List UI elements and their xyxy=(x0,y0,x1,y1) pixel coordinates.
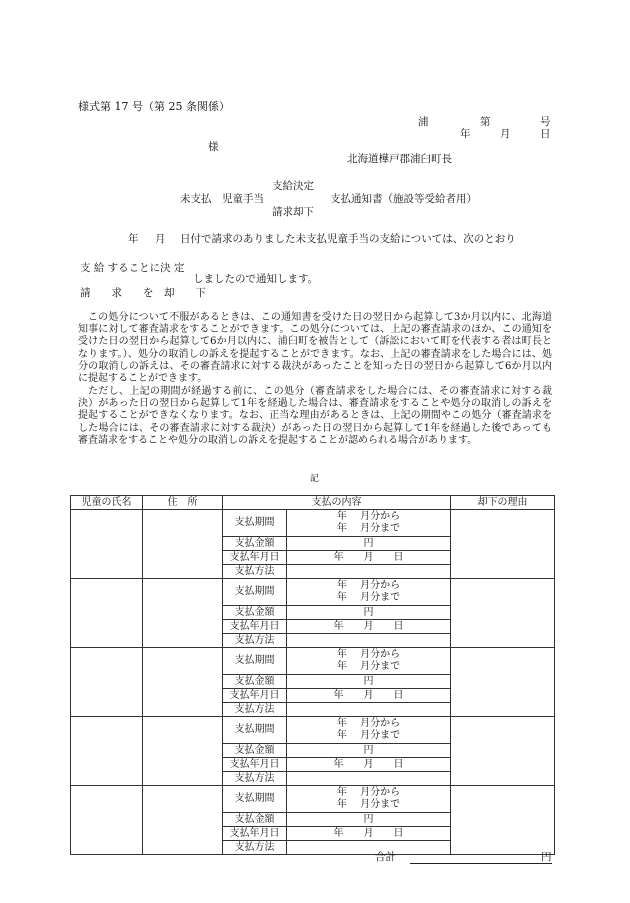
address-cell[interactable] xyxy=(143,717,223,786)
payment-table xyxy=(70,495,555,855)
value-period[interactable] xyxy=(287,510,451,537)
period-to: 年 月分まで xyxy=(336,592,401,603)
title-bottom: 請求却下 xyxy=(272,206,314,218)
reason-cell[interactable] xyxy=(451,717,555,786)
reason-cell[interactable] xyxy=(451,786,555,855)
intro-month: 月 xyxy=(155,233,166,245)
period-from: 年 月分から xyxy=(336,580,401,591)
label-period: 支払期間 xyxy=(223,510,287,537)
reason-cell[interactable] xyxy=(451,648,555,717)
reason-cell[interactable] xyxy=(451,510,555,579)
title-left: 未支払 児童手当 xyxy=(180,193,264,205)
label-method: 支払方法 xyxy=(223,841,287,855)
label-method: 支払方法 xyxy=(223,703,287,717)
header-content: 支払の内容 xyxy=(223,496,451,510)
label-method: 支払方法 xyxy=(223,634,287,648)
intro-year: 年 xyxy=(128,233,139,245)
table-row xyxy=(71,648,555,675)
period-to: 年 月分まで xyxy=(336,661,401,672)
child-name-cell[interactable] xyxy=(71,648,143,717)
value-period[interactable] xyxy=(287,717,451,744)
table-header-row xyxy=(71,496,555,510)
date-month: 月 xyxy=(500,128,511,140)
period-from: 年 月分から xyxy=(336,511,401,522)
intro-text: 日付で請求のありました未支払児童手当の支給については、次のとおり xyxy=(180,233,516,245)
label-period: 支払期間 xyxy=(223,579,287,606)
child-name-cell[interactable] xyxy=(71,786,143,855)
value-amount[interactable]: 円 xyxy=(287,606,451,620)
child-name-cell[interactable] xyxy=(71,510,143,579)
ref-go: 号 xyxy=(540,116,551,128)
label-period: 支払期間 xyxy=(223,786,287,813)
label-period: 支払期間 xyxy=(223,717,287,744)
value-method[interactable] xyxy=(287,703,451,717)
period-from: 年 月分から xyxy=(336,718,401,729)
value-period[interactable] xyxy=(287,648,451,675)
ref-ura: 浦 xyxy=(418,116,429,128)
sender: 北海道樺戸郡浦臼町長 xyxy=(347,153,452,165)
date-day: 日 xyxy=(540,128,551,140)
label-date: 支払年月日 xyxy=(223,551,287,565)
period-to: 年 月分まで xyxy=(336,730,401,741)
value-amount[interactable]: 円 xyxy=(287,813,451,827)
label-date: 支払年月日 xyxy=(223,689,287,703)
title-top: 支給決定 xyxy=(272,180,314,192)
period-from: 年 月分から xyxy=(336,787,401,798)
label-date: 支払年月日 xyxy=(223,827,287,841)
date-year: 年 xyxy=(460,128,471,140)
label-amount: 支払金額 xyxy=(223,813,287,827)
value-method[interactable] xyxy=(287,841,451,855)
value-method[interactable] xyxy=(287,634,451,648)
label-amount: 支払金額 xyxy=(223,744,287,758)
header-reason: 却下の理由 xyxy=(451,496,555,510)
notice-paragraph-2: ただし、上記の期間が経過する前に、この処分（審査請求をした場合には、その審査請求に対する裁決）があった日の翌日から起算して1年を経過した場合は、審査請求をすることや処分の取消しの訴えを提起することができなくなります。なお、正当な理由があるときは、上記の期間やこの処分（審査請求をした場合には、その審査請求に対する裁決）があった日の翌日から起算して1年を経過した後であっても審査請求をすることや処分の取消しの訴えを提起することが認められる場合があります。 xyxy=(78,386,552,446)
notice-paragraph-1: この処分について不服があるときは、この通知書を受けた日の翌日から起算して3か月以内に、北海道知事に対して審査請求をすることができます。この処分については、上記の審査請求のほか、この通知を受けた日の翌日から起算して6か月以内に、浦臼町を被告として（訴訟において町を代表する者は町長となります。）、処分の取消しの訴えを提起することができます。なお、上記の審査請求をした場合には、処分の取消しの訴えは、その審査請求に対する裁決があったことを知った日の翌日から起算して6か月以内に提起することができます。 xyxy=(78,312,552,385)
value-date[interactable]: 年 月 日 xyxy=(287,689,451,703)
table-row xyxy=(71,510,555,537)
value-period[interactable] xyxy=(287,579,451,606)
value-date[interactable]: 年 月 日 xyxy=(287,758,451,772)
value-amount[interactable]: 円 xyxy=(287,744,451,758)
label-method: 支払方法 xyxy=(223,565,287,579)
address-cell[interactable] xyxy=(143,786,223,855)
decision-line1: 支 給 することに決 定 xyxy=(80,262,185,274)
period-to: 年 月分まで xyxy=(336,523,401,534)
child-name-cell[interactable] xyxy=(71,717,143,786)
table-row xyxy=(71,717,555,744)
label-date: 支払年月日 xyxy=(223,758,287,772)
address-cell[interactable] xyxy=(143,648,223,717)
label-amount: 支払金額 xyxy=(223,606,287,620)
ref-dai: 第 xyxy=(480,116,491,128)
table-row xyxy=(71,579,555,606)
period-to: 年 月分まで xyxy=(336,799,401,810)
ki-label: 記 xyxy=(310,474,320,484)
decision-line3: 請 求 を 却 下 xyxy=(80,287,206,299)
header-address: 住 所 xyxy=(143,496,223,510)
value-period[interactable] xyxy=(287,786,451,813)
value-method[interactable] xyxy=(287,565,451,579)
value-amount[interactable]: 円 xyxy=(287,675,451,689)
title-right: 支払通知書（施設等受給者用） xyxy=(330,193,477,205)
value-method[interactable] xyxy=(287,772,451,786)
table-row xyxy=(71,786,555,813)
addressee: 様 xyxy=(208,141,219,153)
value-date[interactable]: 年 月 日 xyxy=(287,620,451,634)
label-date: 支払年月日 xyxy=(223,620,287,634)
value-date[interactable]: 年 月 日 xyxy=(287,551,451,565)
label-method: 支払方法 xyxy=(223,772,287,786)
address-cell[interactable] xyxy=(143,510,223,579)
child-name-cell[interactable] xyxy=(71,579,143,648)
value-amount[interactable]: 円 xyxy=(287,537,451,551)
period-from: 年 月分から xyxy=(336,649,401,660)
total-underline xyxy=(410,862,552,864)
label-period: 支払期間 xyxy=(223,648,287,675)
total-yen: 円 xyxy=(541,851,552,863)
address-cell[interactable] xyxy=(143,579,223,648)
label-amount: 支払金額 xyxy=(223,537,287,551)
label-amount: 支払金額 xyxy=(223,675,287,689)
header-name: 児童の氏名 xyxy=(71,496,143,510)
decision-line2: しましたので通知します。 xyxy=(193,273,319,285)
value-date[interactable]: 年 月 日 xyxy=(287,827,451,841)
reason-cell[interactable] xyxy=(451,579,555,648)
total-label: 合計 xyxy=(375,851,396,863)
form-id: 様式第 17 号（第 25 条関係） xyxy=(78,100,230,113)
